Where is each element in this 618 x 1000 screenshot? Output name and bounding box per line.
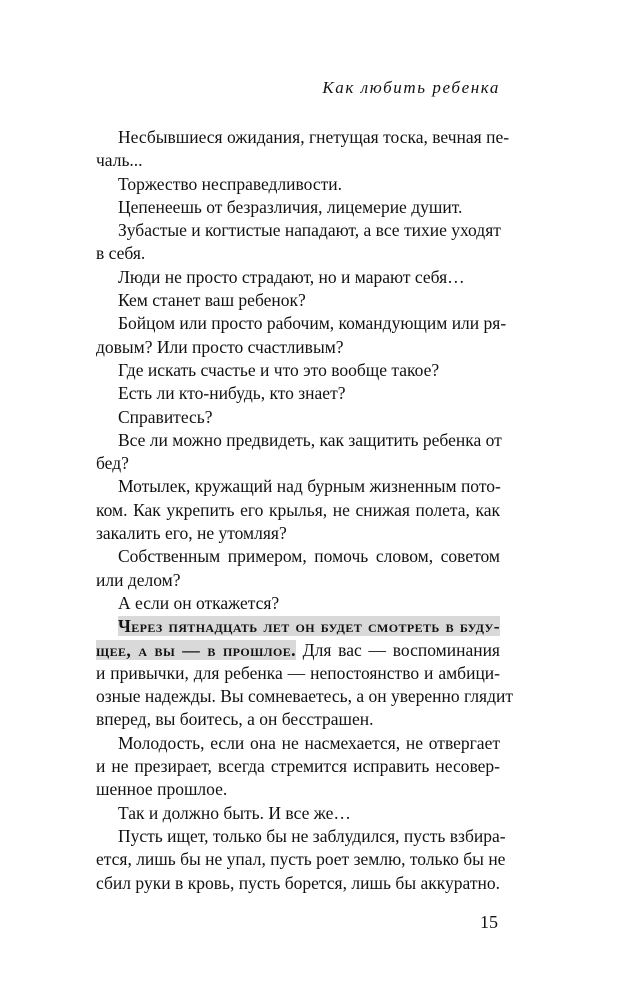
text-line [96,289,500,312]
line-text: Справитесь? [118,406,213,427]
line-text: и привычки, для ребенка — непостоянство и амбици- [96,662,500,683]
body-text [96,126,514,895]
line-text: ется, лишь бы не упал, пусть роет землю, только бы не [96,849,506,870]
line-text: ком. Как укрепить его крылья, не снижая полета, как [96,499,500,520]
line-text: Где искать счастье и что это вообще такое? [118,359,440,380]
text-line [96,615,500,638]
line-text: озные надежды. Вы сомневаетесь, а он уверенно глядит [96,686,514,707]
line-text: сбил руки в кровь, пусть борется, лишь бы аккуратно. [96,872,500,893]
text-line [96,359,500,382]
line-text: Бойцом или просто рабочим, командующим или ря- [118,313,507,334]
text-line [96,708,500,731]
page-number: 15 [480,912,498,932]
line-text: или делом? [96,569,181,590]
running-header: Как любить ребенка [322,78,500,97]
highlighted-phrase: щее, а вы — в прошлое. [96,639,296,660]
text-line [96,266,500,289]
text-line [96,406,500,429]
line-text: и не презирает, всегда стремится исправить несовер- [96,756,500,777]
line-text: Мотылек, кружащий над бурным жизненным пото- [118,476,501,497]
line-text: чаль... [96,150,143,171]
line-text: Несбывшиеся ожидания, гнетущая тоска, вечная пе- [118,127,510,147]
line-text: А если он откажется? [118,592,280,613]
line-text: шенное прошлое. [96,779,228,800]
text-line [96,149,500,172]
text-line [96,848,506,871]
line-text: Для вас — воспоминания [295,639,500,660]
highlighted-phrase: Через пятнадцать лет он будет смотреть в буду- [118,616,500,637]
text-line [96,732,500,755]
text-line [96,336,500,359]
line-text: Все ли можно предвидеть, как защитить ребенка от [118,429,502,450]
text-line [96,755,500,778]
line-text: Так и должно быть. И все же… [118,802,351,823]
text-line [96,452,500,475]
line-text: Кем станет ваш ребенок? [118,290,306,311]
text-line [96,662,500,685]
text-line [96,173,500,196]
text-line [96,522,500,545]
line-text: довым? Или просто счастливым? [96,336,344,357]
line-text: Есть ли кто-нибудь, кто знает? [118,383,346,404]
text-line [96,639,500,662]
line-text: Собственным примером, помочь словом, советом [118,546,500,567]
text-line [96,802,500,825]
text-line [96,685,514,708]
text-line [96,196,500,219]
line-text: вперед, вы боитесь, а он бесстрашен. [96,709,374,730]
line-text: Зубастые и когтистые нападают, а все тихие уходят [118,220,501,241]
text-line [96,242,500,265]
text-line [96,126,510,149]
text-line [96,569,500,592]
text-line [96,545,500,568]
line-text: Торжество несправедливости. [118,173,343,194]
line-text: в себя. [96,243,146,264]
line-text: Люди не просто страдают, но и марают себя… [118,266,465,287]
line-text: Цепенеешь от безразличия, лицемерие душит. [118,196,463,217]
text-line [96,872,500,895]
text-line [96,475,500,498]
line-text: Молодость, если она не насмехается, не отвергает [118,732,500,753]
text-line [96,312,507,335]
line-text: закалить его, не утомляя? [96,523,287,544]
text-line [96,778,500,801]
line-text: Пусть ищет, только бы не заблудился, пусть взбира- [118,825,506,846]
text-line [96,382,500,405]
text-line [96,429,500,452]
text-line [96,219,500,242]
line-text: бед? [96,453,129,474]
text-line [96,592,500,615]
text-line [96,499,500,522]
text-line [96,825,506,848]
